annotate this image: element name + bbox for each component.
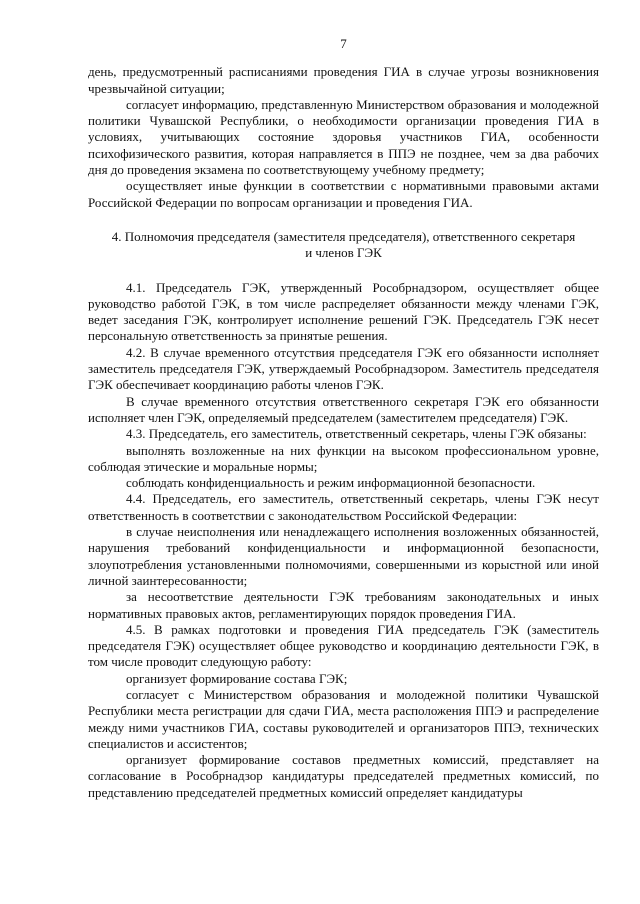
paragraph: 4.5. В рамках подготовки и проведения ГИА председатель ГЭК (заместитель председателя ГЭК) осуществляет общее руководство и координацию деятельности ГЭК, в том числе проводит следующую работу: xyxy=(88,621,599,670)
paragraphs-before xyxy=(88,64,599,211)
paragraph: 4.3. Председатель, его заместитель, ответственный секретарь, члены ГЭК обязаны: xyxy=(126,426,587,442)
paragraph: день, предусмотренный расписаниями проведения ГИА в случае угрозы возникновения чрезвычайной ситуации; xyxy=(88,64,599,96)
paragraph: осуществляет иные функции в соответствии с нормативными правовыми актами Российской Федерации по вопросам организации и проведения ГИА. xyxy=(88,178,599,210)
section-heading-line-1: 4. Полномочия председателя (заместителя председателя), ответственного секретаря xyxy=(111,228,576,244)
paragraphs-after xyxy=(88,280,599,802)
paragraph: в случае неисполнения или ненадлежащего исполнения возложенных обязанностей, нарушения требований конфиденциальности и информационной безопасности, злоупотребления установленными полномочиями, совершенными из корыстной или иной личной заинтересованности; xyxy=(88,524,599,588)
paragraph: выполнять возложенные на них функции на высоком профессиональном уровне, соблюдая этические и моральные нормы; xyxy=(88,442,599,474)
paragraph: организует формирование составов предметных комиссий, представляет на согласование в Рособрнадзор кандидатуры председателей предметных комиссий, по представлению председателей предметных комиссий определяет кандидатуры xyxy=(88,752,599,800)
paragraph: соблюдать конфиденциальность и режим информационной безопасности. xyxy=(126,475,536,491)
paragraph: согласует с Министерством образования и молодежной политики Чувашской Республики места регистрации для сдачи ГИА, места расположения ППЭ и распределение между ними участников ГИА, составы руководителей и организаторов ППЭ, технических специалистов и ассистентов; xyxy=(88,686,599,751)
page-number: 7 xyxy=(340,36,347,51)
paragraph: организует формирование состава ГЭК; xyxy=(126,670,348,686)
paragraph: 4.2. В случае временного отсутствия председателя ГЭК его обязанности исполняет заместитель председателя ГЭК, утверждаемый Рособрнадзором. Заместитель председателя ГЭК обеспечивает координацию работы членов ГЭК. xyxy=(88,344,599,393)
paragraph: 4.4. Председатель, его заместитель, ответственный секретарь, члены ГЭК несут ответственность в соответствии с законодательством Российской Федерации: xyxy=(88,491,599,523)
paragraph: В случае временного отсутствия ответственного секретаря ГЭК его обязанности исполняет член ГЭК, определяемый председателем (заместителем председателя) ГЭК. xyxy=(88,393,599,425)
section-heading xyxy=(88,229,599,262)
section-heading-line-2: и членов ГЭК xyxy=(305,245,382,261)
paragraph: 4.1. Председатель ГЭК, утвержденный Рособрнадзором, осуществляет общее руководство работой ГЭК, в том числе распределяет обязанности между членами ГЭК, ведет заседания ГЭК, контролирует исполнение решений ГЭК. Председатель ГЭК несет персональную ответственность за принятые решения. xyxy=(88,279,599,344)
paragraph: за несоответствие деятельности ГЭК требованиям законодательных и иных нормативных правовых актов, регламентирующих порядок проведения ГИА. xyxy=(88,589,599,621)
paragraph: согласует информацию, представленную Министерством образования и молодежной политики Чувашской Республики, о необходимости организации проведения ГИА в условиях, учитывающих состояние здоровья участников ГИА, особенности психофизического развития, которая направляется в ППЭ не позднее, чем за два рабочих дня до проведения экзамена по соответствующему учебному предмету; xyxy=(88,96,599,178)
